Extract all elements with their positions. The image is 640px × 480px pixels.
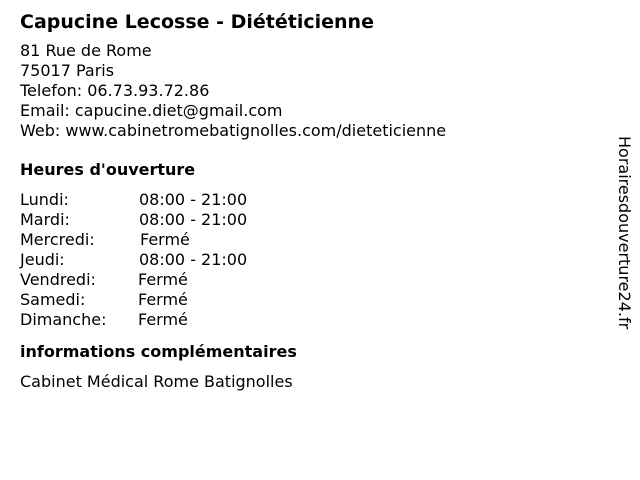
day-label: Jeudi:: [20, 250, 65, 269]
additional-info-heading: informations complémentaires: [20, 342, 297, 361]
opening-hours-heading: Heures d'ouverture: [20, 160, 196, 179]
business-card: [20, 9, 600, 392]
web-line: Web: www.cabinetromebatignolles.com/dieteticienne: [20, 121, 447, 140]
day-hours: Fermé: [138, 310, 188, 329]
day-hours: Fermé: [138, 290, 188, 309]
day-label: Lundi:: [20, 190, 69, 209]
day-hours: 08:00 - 21:00: [139, 210, 248, 229]
day-label: Vendredi:: [20, 270, 96, 289]
hours-row-wednesday: [20, 230, 600, 250]
day-label: Samedi:: [20, 290, 86, 309]
opening-hours-list: [20, 190, 600, 330]
day-label: Mardi:: [20, 210, 70, 229]
hours-row-thursday: [20, 250, 600, 270]
day-hours: 08:00 - 21:00: [139, 190, 248, 209]
hours-row-sunday: [20, 310, 600, 330]
additional-info-text: Cabinet Médical Rome Batignolles: [20, 372, 293, 391]
day-hours: Fermé: [140, 230, 190, 249]
hours-row-monday: [20, 190, 600, 210]
day-hours: Fermé: [138, 270, 188, 289]
email-line: Email: capucine.diet@gmail.com: [20, 101, 283, 120]
address-city: 75017 Paris: [20, 61, 115, 80]
phone-line: Telefon: 06.73.93.72.86: [20, 81, 210, 100]
day-label: Dimanche:: [20, 310, 107, 329]
business-name: Capucine Lecosse - Diététicienne: [20, 11, 374, 33]
day-hours: 08:00 - 21:00: [139, 250, 248, 269]
day-label: Mercredi:: [20, 230, 95, 249]
hours-row-saturday: [20, 290, 600, 310]
site-watermark: Horairesdouverture24.fr: [615, 136, 634, 330]
hours-row-tuesday: [20, 210, 600, 230]
address-street: 81 Rue de Rome: [20, 41, 152, 60]
hours-row-friday: [20, 270, 600, 290]
